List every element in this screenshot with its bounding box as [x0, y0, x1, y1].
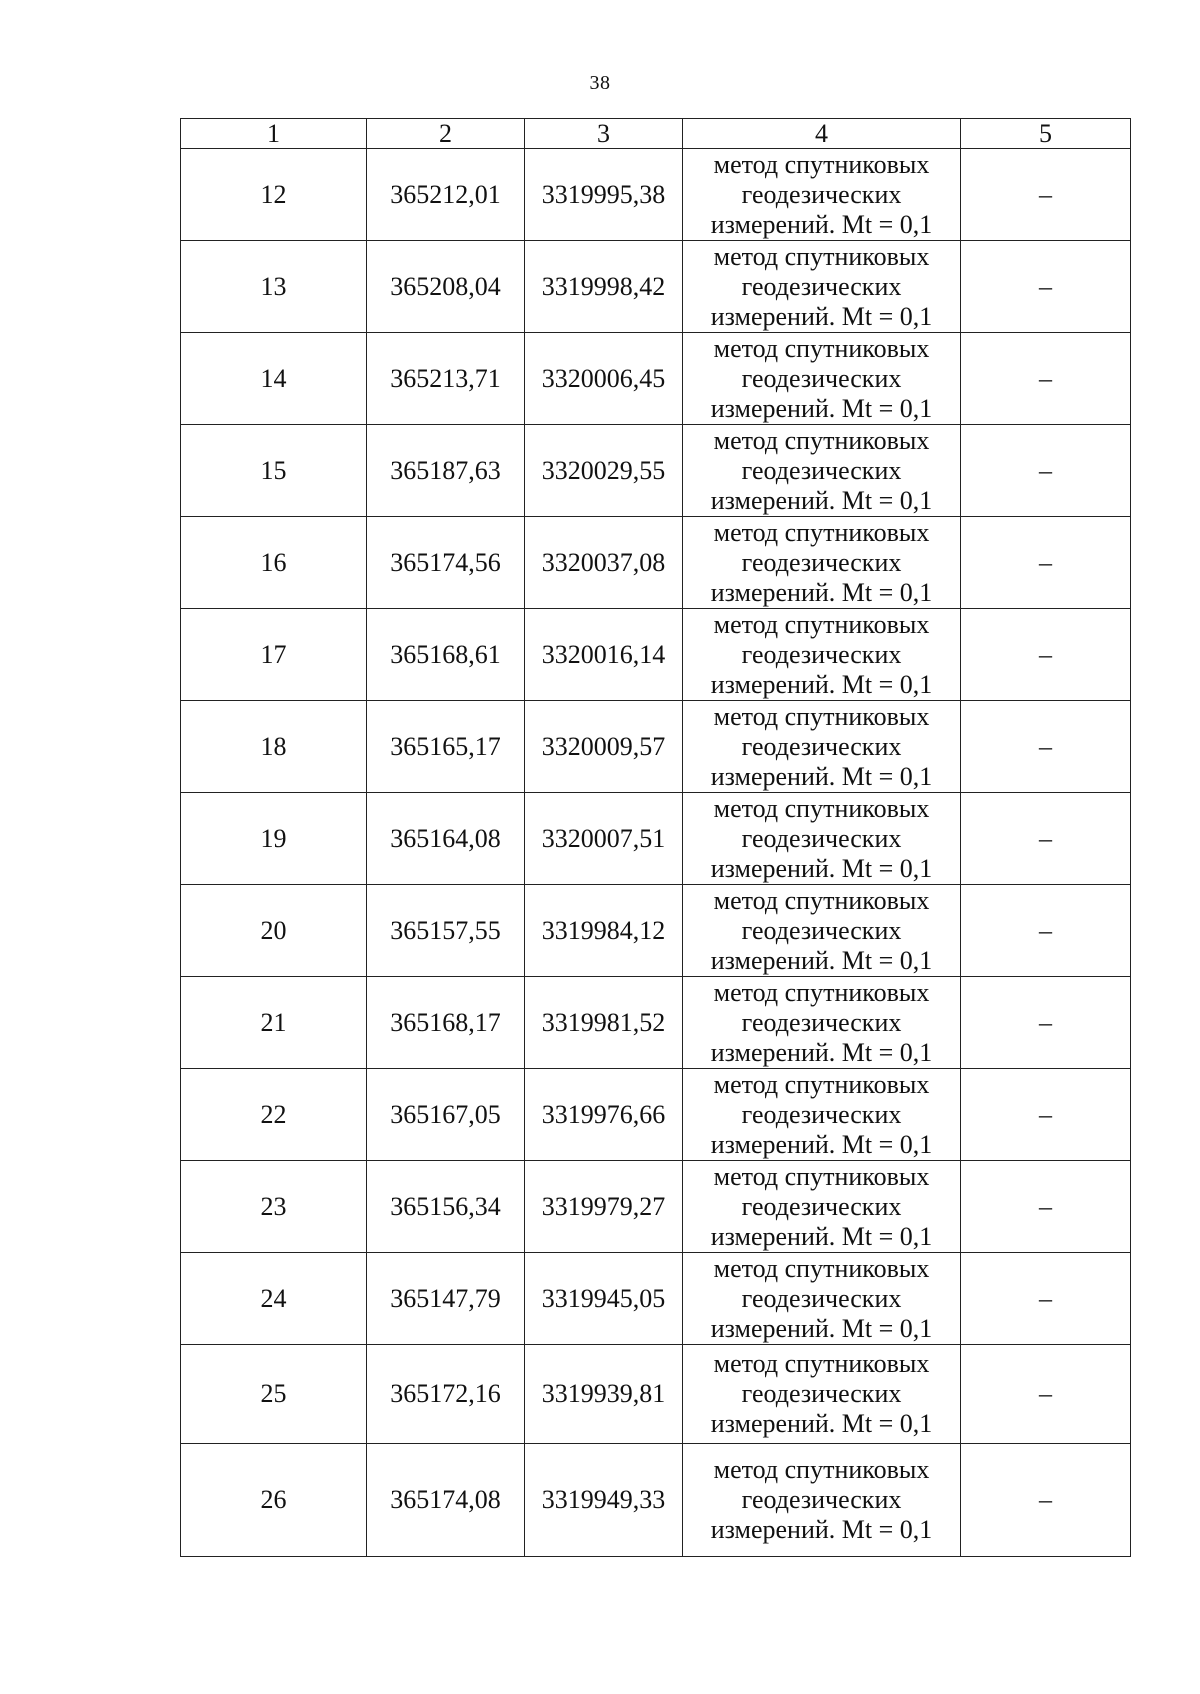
method-text-line: измерений. Mt = 0,1	[710, 1409, 933, 1438]
note-cell: –	[961, 885, 1131, 977]
y-coordinate-cell: 3319998,42	[525, 241, 683, 333]
note-cell: –	[961, 1253, 1131, 1345]
y-coordinate-cell: 3319949,33	[525, 1444, 683, 1557]
point-number-cell: 15	[181, 425, 367, 517]
note-cell: –	[961, 333, 1131, 425]
table-row	[181, 241, 1131, 333]
method-cell	[683, 885, 961, 977]
method-text-line: метод спутниковых	[713, 793, 930, 823]
method-text-line: геодезических	[741, 1191, 902, 1221]
method-cell	[683, 333, 961, 425]
method-text-line: измерений. Mt = 0,1	[710, 209, 933, 239]
method-text-line: геодезических	[741, 915, 902, 945]
table-row	[181, 1069, 1131, 1161]
method-text-line: метод спутниковых	[713, 425, 930, 455]
x-coordinate-cell: 365213,71	[367, 333, 525, 425]
point-number-cell: 24	[181, 1253, 367, 1345]
method-text-line: измерений. Mt = 0,1	[710, 1037, 933, 1067]
method-text-line: геодезических	[741, 547, 902, 577]
point-number-cell: 17	[181, 609, 367, 701]
method-text-line: геодезических	[741, 1283, 902, 1313]
method-text-line: геодезических	[741, 1099, 902, 1129]
table-row	[181, 701, 1131, 793]
method-text-line: измерений. Mt = 0,1	[710, 301, 933, 331]
note-cell: –	[961, 241, 1131, 333]
method-cell	[683, 701, 961, 793]
point-number-cell: 18	[181, 701, 367, 793]
x-coordinate-cell: 365156,34	[367, 1161, 525, 1253]
point-number-cell: 16	[181, 517, 367, 609]
note-cell: –	[961, 1069, 1131, 1161]
method-text-line: метод спутниковых	[713, 517, 930, 547]
table-row	[181, 517, 1131, 609]
x-coordinate-cell: 365168,17	[367, 977, 525, 1069]
method-cell	[683, 425, 961, 517]
table-row	[181, 1253, 1131, 1345]
method-text-line: измерений. Mt = 0,1	[710, 669, 933, 699]
method-text-line: метод спутниковых	[713, 149, 930, 179]
method-text-line: геодезических	[741, 1007, 902, 1037]
x-coordinate-cell: 365167,05	[367, 1069, 525, 1161]
y-coordinate-cell: 3320016,14	[525, 609, 683, 701]
method-text-line: геодезических	[741, 823, 902, 853]
method-cell	[683, 149, 961, 241]
column-header: 4	[683, 119, 961, 149]
y-coordinate-cell: 3319981,52	[525, 977, 683, 1069]
method-text-line: геодезических	[741, 179, 902, 209]
y-coordinate-cell: 3320006,45	[525, 333, 683, 425]
method-text-line: геодезических	[741, 363, 902, 393]
y-coordinate-cell: 3320037,08	[525, 517, 683, 609]
point-number-cell: 21	[181, 977, 367, 1069]
x-coordinate-cell: 365174,56	[367, 517, 525, 609]
method-cell	[683, 609, 961, 701]
column-header: 1	[181, 119, 367, 149]
method-cell	[683, 793, 961, 885]
method-text-line: измерений. Mt = 0,1	[710, 393, 933, 423]
method-text-line: измерений. Mt = 0,1	[710, 761, 933, 791]
table-row	[181, 1444, 1131, 1557]
method-text-line: измерений. Mt = 0,1	[710, 1221, 933, 1251]
table-row	[181, 885, 1131, 977]
point-number-cell: 12	[181, 149, 367, 241]
column-header: 3	[525, 119, 683, 149]
y-coordinate-cell: 3319979,27	[525, 1161, 683, 1253]
method-text-line: метод спутниковых	[713, 701, 930, 731]
method-text-line: метод спутниковых	[713, 885, 930, 915]
method-text-line: метод спутниковых	[713, 1455, 930, 1484]
x-coordinate-cell: 365157,55	[367, 885, 525, 977]
table-row	[181, 333, 1131, 425]
table-row	[181, 149, 1131, 241]
page-number: 38	[589, 72, 611, 94]
coordinates-table	[180, 118, 1131, 1557]
note-cell: –	[961, 1345, 1131, 1444]
y-coordinate-cell: 3320007,51	[525, 793, 683, 885]
method-text-line: метод спутниковых	[713, 1253, 930, 1283]
method-text-line: геодезических	[741, 1485, 902, 1514]
method-cell	[683, 1161, 961, 1253]
y-coordinate-cell: 3319984,12	[525, 885, 683, 977]
point-number-cell: 26	[181, 1444, 367, 1557]
y-coordinate-cell: 3319976,66	[525, 1069, 683, 1161]
note-cell: –	[961, 609, 1131, 701]
method-text-line: метод спутниковых	[713, 241, 930, 271]
method-text-line: измерений. Mt = 0,1	[710, 577, 933, 607]
note-cell: –	[961, 701, 1131, 793]
x-coordinate-cell: 365164,08	[367, 793, 525, 885]
table-row	[181, 1345, 1131, 1444]
y-coordinate-cell: 3319995,38	[525, 149, 683, 241]
table-header-row	[181, 119, 1131, 149]
method-cell	[683, 1444, 961, 1557]
method-text-line: геодезических	[741, 639, 902, 669]
point-number-cell: 19	[181, 793, 367, 885]
table-row	[181, 1161, 1131, 1253]
table-row	[181, 425, 1131, 517]
note-cell: –	[961, 1161, 1131, 1253]
method-text-line: измерений. Mt = 0,1	[710, 945, 933, 975]
method-text-line: измерений. Mt = 0,1	[710, 1313, 933, 1343]
note-cell: –	[961, 149, 1131, 241]
y-coordinate-cell: 3320029,55	[525, 425, 683, 517]
y-coordinate-cell: 3319945,05	[525, 1253, 683, 1345]
method-text-line: метод спутниковых	[713, 977, 930, 1007]
x-coordinate-cell: 365147,79	[367, 1253, 525, 1345]
note-cell: –	[961, 517, 1131, 609]
method-text-line: метод спутниковых	[713, 1161, 930, 1191]
x-coordinate-cell: 365172,16	[367, 1345, 525, 1444]
column-header: 5	[961, 119, 1131, 149]
x-coordinate-cell: 365165,17	[367, 701, 525, 793]
x-coordinate-cell: 365174,08	[367, 1444, 525, 1557]
method-text-line: метод спутниковых	[713, 333, 930, 363]
x-coordinate-cell: 365212,01	[367, 149, 525, 241]
method-cell	[683, 1069, 961, 1161]
method-text-line: геодезических	[741, 455, 902, 485]
method-text-line: измерений. Mt = 0,1	[710, 1515, 933, 1544]
column-header: 2	[367, 119, 525, 149]
method-text-line: геодезических	[741, 731, 902, 761]
method-cell	[683, 241, 961, 333]
y-coordinate-cell: 3320009,57	[525, 701, 683, 793]
method-text-line: метод спутниковых	[713, 1349, 930, 1378]
method-text-line: метод спутниковых	[713, 1069, 930, 1099]
note-cell: –	[961, 1444, 1131, 1557]
point-number-cell: 14	[181, 333, 367, 425]
note-cell: –	[961, 977, 1131, 1069]
method-text-line: измерений. Mt = 0,1	[710, 485, 933, 515]
method-text-line: геодезических	[741, 271, 902, 301]
point-number-cell: 20	[181, 885, 367, 977]
method-text-line: геодезических	[741, 1379, 902, 1408]
method-cell	[683, 1253, 961, 1345]
note-cell: –	[961, 793, 1131, 885]
table-row	[181, 609, 1131, 701]
point-number-cell: 22	[181, 1069, 367, 1161]
table-body	[181, 149, 1131, 1557]
method-cell	[683, 977, 961, 1069]
point-number-cell: 13	[181, 241, 367, 333]
table-row	[181, 977, 1131, 1069]
method-text-line: измерений. Mt = 0,1	[710, 853, 933, 883]
y-coordinate-cell: 3319939,81	[525, 1345, 683, 1444]
x-coordinate-cell: 365168,61	[367, 609, 525, 701]
table-row	[181, 793, 1131, 885]
note-cell: –	[961, 425, 1131, 517]
point-number-cell: 25	[181, 1345, 367, 1444]
x-coordinate-cell: 365208,04	[367, 241, 525, 333]
method-text-line: измерений. Mt = 0,1	[710, 1129, 933, 1159]
x-coordinate-cell: 365187,63	[367, 425, 525, 517]
method-cell	[683, 1345, 961, 1444]
point-number-cell: 23	[181, 1161, 367, 1253]
method-cell	[683, 517, 961, 609]
method-text-line: метод спутниковых	[713, 609, 930, 639]
